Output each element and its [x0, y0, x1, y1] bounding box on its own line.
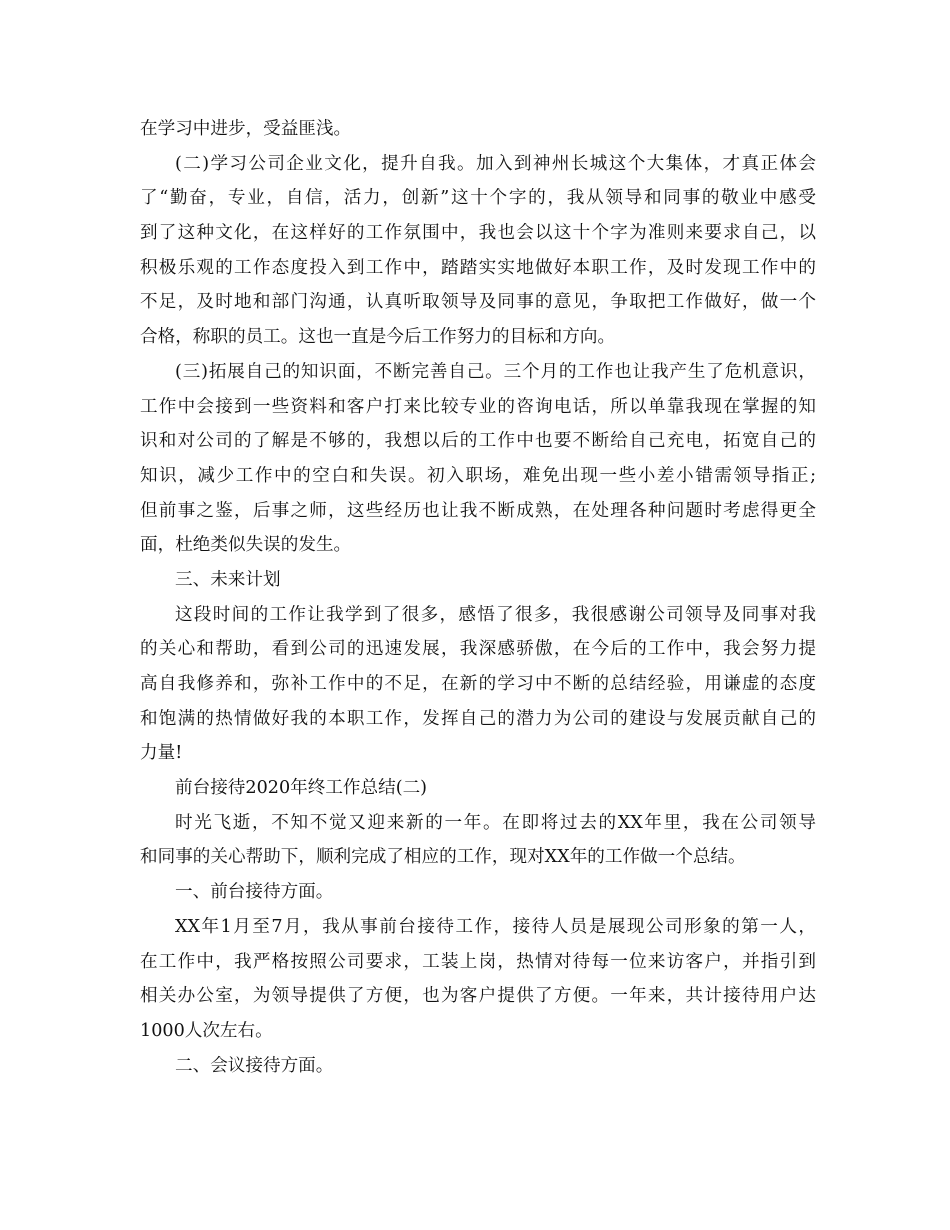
text-line: 不足，及时地和部门沟通，认真听取领导及同事的意见，争取把工作做好，做一个 — [140, 292, 816, 313]
text-line: 和饱满的热情做好我的本职工作，发挥自己的潜力为公司的建设与发展贡献自己的 — [140, 708, 816, 729]
text-line: 1000人次左右。 — [140, 1020, 273, 1041]
text-line: (三)拓展自己的知识面，不断完善自己。三个月的工作也让我产生了危机意识， — [175, 361, 816, 382]
text-line: 识和对公司的了解是不够的，我想以后的工作中也要不断给自己充电，拓宽自己的 — [140, 431, 816, 452]
text-line: 到了这种文化，在这样好的工作氛围中，我也会以这十个字为准则来要求自己，以 — [140, 223, 816, 244]
text-line: 这段时间的工作让我学到了很多，感悟了很多，我很感谢公司领导及同事对我 — [175, 604, 816, 625]
text-line: 合格，称职的员工。这也一直是今后工作努力的目标和方向。 — [140, 327, 616, 348]
text-line: 三、未来计划 — [175, 569, 281, 590]
text-line: XX年1月至7月，我从事前台接待工作，接待人员是展现公司形象的第一人， — [175, 916, 816, 937]
text-line: 二、会议接待方面。 — [175, 1055, 334, 1076]
text-line: 相关办公室，为领导提供了方便，也为客户提供了方便。一年来，共计接待用户达 — [140, 986, 816, 1007]
document-body — [140, 112, 816, 1083]
text-line: 在学习中进步，受益匪浅。 — [140, 119, 352, 139]
text-line: 高自我修养和，弥补工作中的不足，在新的学习中不断的总结经验，用谦虚的态度 — [140, 674, 816, 694]
text-line: 知识，减少工作中的空白和失误。初入职场，难免出现一些小差小错需领导指正; — [140, 465, 816, 486]
text-line: 在工作中，我严格按照公司要求，工装上岗，热情对待每一位来访客户，并指引到 — [140, 951, 816, 972]
text-line: 面，杜绝类似失误的发生。 — [140, 535, 352, 556]
text-line: 但前事之鉴，后事之师，这些经历也让我不断成熟，在处理各种问题时考虑得更全 — [140, 500, 816, 521]
text-line: 时光飞逝，不知不觉又迎来新的一年。在即将过去的XX年里，我在公司领导 — [175, 812, 816, 833]
text-line: 积极乐观的工作态度投入到工作中，踏踏实实地做好本职工作，及时发现工作中的 — [140, 257, 816, 278]
text-line: 和同事的关心帮助下，顺利完成了相应的工作，现对XX年的工作做一个总结。 — [140, 847, 746, 868]
text-line: (二)学习公司企业文化，提升自我。加入到神州长城这个大集体，才真正体会 — [175, 153, 816, 174]
text-line: 工作中会接到一些资料和客户打来比较专业的咨询电话，所以单靠我现在掌握的知 — [140, 396, 816, 417]
text-line: 力量! — [140, 743, 183, 764]
text-line: 前台接待2020年终工作总结(二) — [175, 778, 428, 799]
text-line: 的关心和帮助，看到公司的迅速发展，我深感骄傲，在今后的工作中，我会努力提 — [140, 639, 816, 660]
document-page — [140, 112, 816, 1083]
text-line: 一、前台接待方面。 — [175, 882, 334, 903]
text-line: 了“勤奋，专业，自信，活力，创新”这十个字的，我从领导和同事的敬业中感受 — [140, 188, 816, 209]
